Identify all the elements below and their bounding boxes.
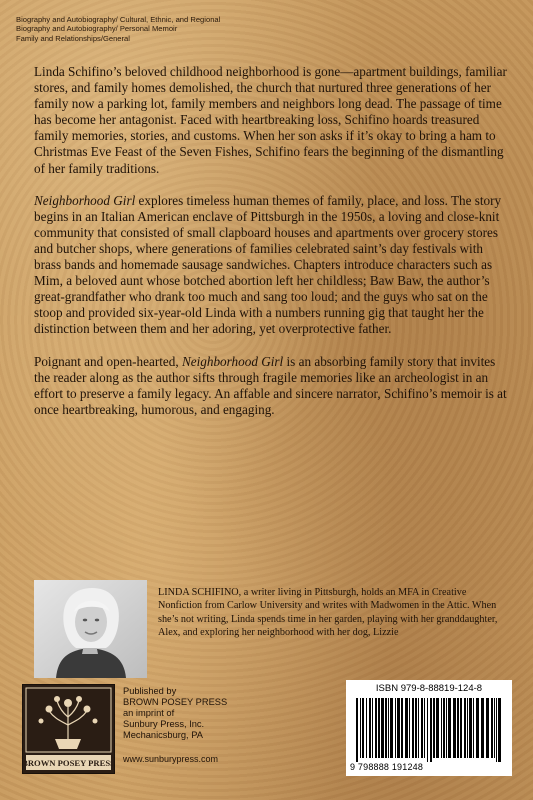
publisher-url: www.sunburypress.com xyxy=(123,754,219,764)
author-photo xyxy=(34,580,147,678)
author-bio-text: LINDA SCHIFINO, a writer living in Pittsburgh, holds an MFA in Creative Nonfiction from Carlow University and writes with Madwomen in the Attic. When she’s not writing, Linda spends time in her garden, playing with her granddaughter, Alex, and exploring her neighborhood with her dog, Lizzie xyxy=(158,587,498,638)
publisher-logo xyxy=(22,684,115,774)
publisher-line: Published by xyxy=(123,686,177,696)
book-description xyxy=(34,64,508,434)
book-title: Neighborhood Girl xyxy=(181,353,284,369)
barcode-digits: 9 798888 191248 xyxy=(350,762,424,772)
isbn-number: ISBN 979-8-88819-124-8 xyxy=(375,683,483,694)
flower-pot-logo-icon xyxy=(23,685,114,773)
publisher-line: Sunbury Press, Inc. xyxy=(123,719,205,729)
author-portrait-icon xyxy=(34,580,147,678)
publisher-line: BROWN POSEY PRESS xyxy=(123,697,228,707)
isbn-barcode xyxy=(346,680,512,776)
category-item: Biography and Autobiography/ Personal Memoir xyxy=(16,24,178,34)
category-item: Family and Relationships/General xyxy=(16,33,130,43)
barcode-icon xyxy=(354,698,504,762)
category-item: Biography and Autobiography/ Cultural, Ethnic, and Regional xyxy=(16,15,221,24)
publisher-line: Mechanicsburg, PA xyxy=(123,730,203,740)
logo-wordmark: BROWN POSEY PRESS xyxy=(23,758,114,768)
author-bio xyxy=(158,586,504,639)
description-paragraph-2: Neighborhood Girl explores timeless human themes of family, place, and loss. The story begins in an Italian American enclave of Pittsburgh in the 1950s, a loving and close-knit community that consisted of small clapboard houses and apartments over grocery stores and butcher shops, where generations of families celebrated saint’s day festivals with brass bands and homemade sausage sandwiches. Chapters introduce characters such as Mim, a beloved aunt whose botched abortion left her childless; Baw Baw, the author’s great-grandfather who drank too much and sang too loud; and the guys who sat on the stoop and provided six-year-old Linda with a numbers running gig that taught her the distinction between them and her adoring, yet overprotective father. xyxy=(34,192,502,337)
category-list xyxy=(16,15,276,43)
publisher-info xyxy=(123,686,263,741)
description-paragraph-1: Linda Schifino’s beloved childhood neighborhood is gone—apartment buildings, familiar stores, and family homes demolished, the church that nurtured three generations of her family now a parking lot, family members and neighbors long dead. The passage of time has become her antagonist. Faced with heartbreaking loss, Schifino hoards treasured family memories, stories, and customs. When her son asks if it’s okay to bring a ham to Christmas Eve Feast of the Seven Fishes, Schifino fears the beginning of the dismantling of her family traditions. xyxy=(34,64,507,176)
description-paragraph-3: Poignant and open-hearted, Neighborhood Girl is an absorbing family story that invites the reader along as the author sifts through fragile memories like an archeologist in an effort to preserve a family legacy. An affable and sincere narrator, Schifino’s memoir is at once heartbreaking, humorous, and engaging. xyxy=(34,353,507,417)
publisher-line: an imprint of xyxy=(123,708,175,718)
book-title: Neighborhood Girl xyxy=(34,192,136,208)
